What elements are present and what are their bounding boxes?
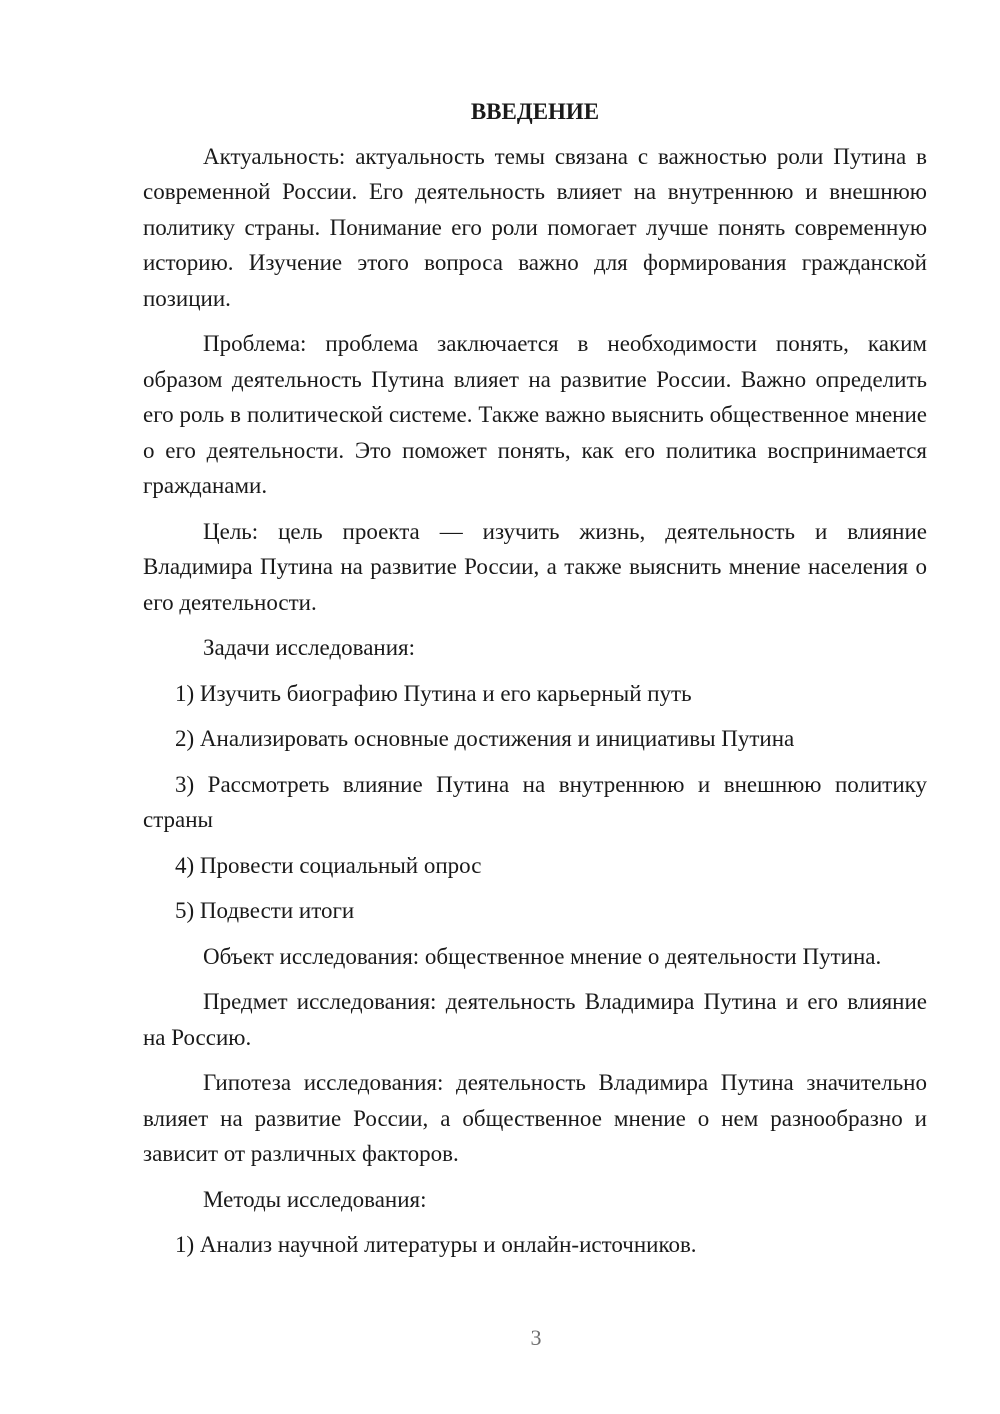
task-item: 5) Подвести итоги <box>175 898 355 923</box>
method-item: 1) Анализ научной литературы и онлайн-источников. <box>175 1232 697 1257</box>
hypothesis-paragraph: Гипотеза исследования: деятельность Владимира Путина значительно влияет на развитие России, а общественное мнение о нем разнообразно и зависит от различных факторов. <box>143 1070 927 1166</box>
subject-paragraph: Предмет исследования: деятельность Владимира Путина и его влияние на Россию. <box>143 989 927 1050</box>
page-number: 3 <box>530 1325 542 1350</box>
task-item: 1) Изучить биографию Путина и его карьерный путь <box>175 680 692 706</box>
section-heading: ВВЕДЕНИЕ <box>470 99 600 124</box>
methods-title: Методы исследования: <box>203 1186 427 1212</box>
page-content <box>143 94 927 1273</box>
problem-paragraph: Проблема: проблема заключается в необходимости понять, каким образом деятельность Путина влияет на развитие России. Важно определить его роль в политической системе. Также важно выяснить общественное мнение о его деятельности. Это поможет понять, как его политика воспринимается гражданами. <box>143 331 927 498</box>
tasks-title: Задачи исследования: <box>203 635 416 660</box>
goal-paragraph: Цель: цель проекта — изучить жизнь, деятельность и влияние Владимира Путина на развитие России, а также выяснить мнение населения о его деятельности. <box>143 518 927 615</box>
task-item: 4) Провести социальный опрос <box>175 852 482 878</box>
task-item: 2) Анализировать основные достижения и инициативы Путина <box>175 726 795 751</box>
relevance-paragraph: Актуальность: актуальность темы связана с важностью роли Путина в современной России. Его деятельность влияет на внутреннюю и внешнюю политику страны. Понимание его роли помогает лучше понять современную историю. Изучение этого вопроса важно для формирования гражданской позиции. <box>143 143 927 311</box>
task-item: 3) Рассмотреть влияние Путина на внутреннюю и внешнюю политику страны <box>143 771 927 832</box>
object-paragraph: Объект исследования: общественное мнение о деятельности Путина. <box>203 943 882 969</box>
